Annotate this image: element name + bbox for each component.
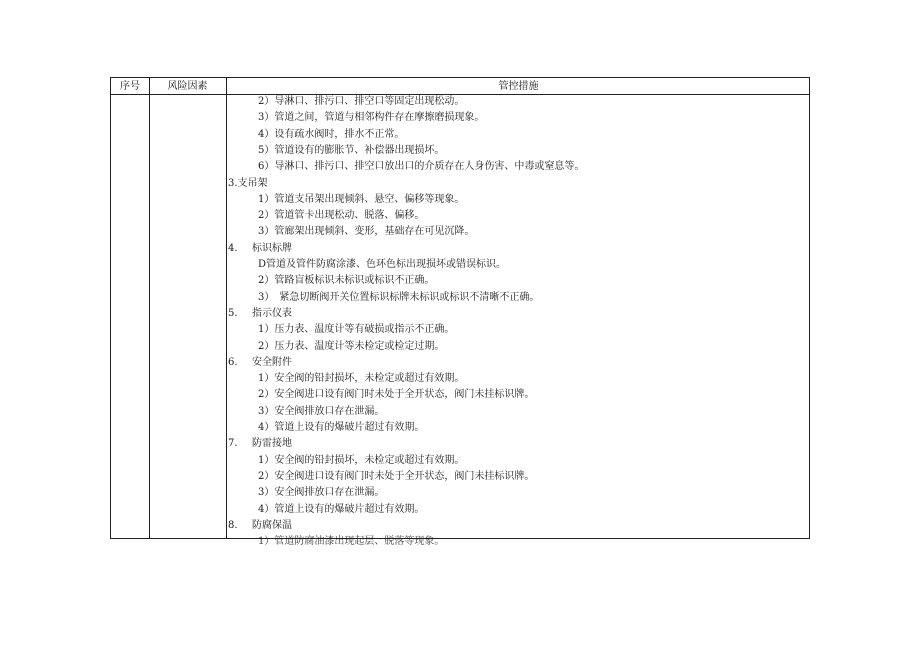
section-heading	[228, 436, 292, 452]
measure-item: 2）管路盲板标识未标识或标识不正确。	[258, 275, 435, 287]
section-title: 防腐保温	[252, 519, 292, 531]
measure-item: 2）导淋口、排污口、排空口等固定出现松动。	[258, 96, 465, 107]
column-divider-risk	[226, 78, 227, 538]
risk-control-table	[110, 77, 810, 548]
measure-item: 1）安全阀的铅封损坏，未检定或超过有效期。	[258, 373, 465, 385]
measure-item: 2）压力表、温度计等未检定或检定过期。	[258, 340, 445, 352]
measure-item: 5）管道设有的膨胀节、补偿器出现损坏。	[258, 144, 445, 156]
section-heading	[228, 306, 292, 322]
measure-item: 4）管道上设有的爆破片超过有效期。	[258, 503, 425, 515]
section-title: 安全附件	[252, 356, 292, 368]
section-heading	[228, 355, 292, 371]
measure-item: 6）导淋口、排污口、排空口放出口的介质存在人身伤害、中毒或窒息等。	[258, 161, 585, 173]
section-number: 3.	[228, 177, 238, 189]
measure-item: 4）管道上设有的爆破片超过有效期。	[258, 422, 425, 433]
header-risk-factor: 风险因素	[167, 81, 208, 92]
section-heading	[228, 518, 292, 534]
header-control-measures: 管控措施	[498, 81, 539, 92]
measure-item: 1）压力表、温度计等有破损或指示不正确。	[258, 324, 455, 336]
section-title: 指示仪表	[252, 307, 292, 319]
measure-item: 3）安全阀排放口存在泄漏。	[258, 487, 385, 499]
section-title: 支吊架	[237, 177, 268, 189]
section-number: 4.	[228, 242, 238, 254]
measure-item: 1）管道防腐油漆出现起层、脱落等现象。	[258, 536, 445, 548]
measure-item: 1）管道支吊架出现倾斜、悬空、偏移等现象。	[258, 193, 465, 205]
measure-item: D管道及管件防腐涂漆、色环色标出现损坏或错误标识。	[258, 259, 507, 270]
section-title: 防雷接地	[252, 438, 292, 450]
measure-item: 2）安全阀进口设有阀门时未处于全开状态，阀门未挂标识牌。	[258, 470, 535, 482]
section-heading	[228, 176, 268, 192]
measure-item: 4）设有疏水阀时，排水不正常。	[258, 128, 405, 140]
measure-item: 3）安全阀排放口存在泄漏。	[258, 405, 385, 417]
measure-item: 3）管道之间，管道与相邻构件存在摩擦磨损现象。	[258, 112, 485, 124]
section-number: 7.	[228, 438, 238, 450]
measure-item: 2）管道管卡出现松动、脱落、偏移。	[258, 210, 425, 222]
measure-item: 3） 紧急切断阀开关位置标识标牌未标识或标识不清晰不正确。	[258, 291, 540, 303]
section-number: 8.	[228, 519, 238, 531]
header-seq: 序号	[120, 81, 140, 92]
section-heading	[228, 241, 292, 257]
measure-item: 1）安全阀的铅封损坏，未检定或超过有效期。	[258, 454, 465, 466]
section-number: 6.	[228, 356, 238, 368]
section-number: 5.	[228, 307, 238, 319]
measure-item: 2）安全阀进口设有阀门时未处于全开状态，阀门未挂标识牌。	[258, 389, 535, 401]
measure-item: 3）管廊架出现倾斜、变形，基础存在可见沉降。	[258, 226, 475, 238]
section-title: 标识标牌	[252, 242, 292, 254]
column-divider-seq	[149, 78, 150, 538]
